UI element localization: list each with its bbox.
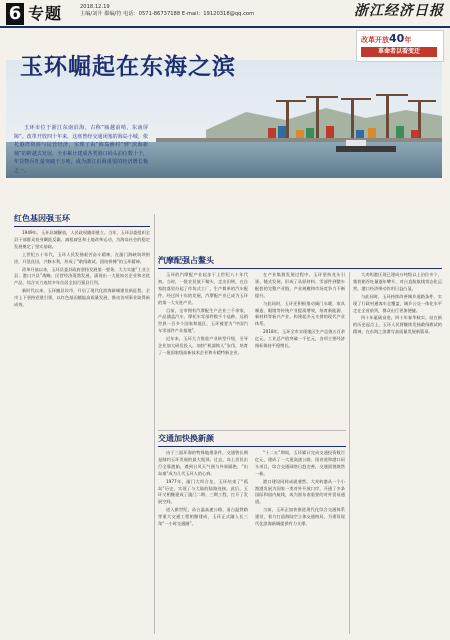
paragraph: 新时代以来，玉环撤县设市，开启了现代化滨海新城建设新征程。全市上下坚持党建引领，以红色基因赋能高质量发展，推动各项事业取得新成效。 [14, 288, 150, 308]
paragraph: 2018年，玉环全市实现地区生产总值五百余亿元，工业总产值突破一千亿元，各项主要经济指标保持平稳增长。 [255, 329, 345, 349]
anniversary-badge [356, 30, 444, 62]
section-rule [158, 268, 442, 269]
column-1 [14, 230, 150, 634]
section-head-auto-parts: 汽摩配强占鳌头 [158, 256, 214, 265]
article-intro: 玉环市位于浙江东南沿海，古称“瓯越前哨，东南屏障”。改革开放四十年来，这座曾经交通闭塞的海岛小城，依托港湾资源与民营经济，实现了由“海岛渔村”到“滨海新城”的跨越式发展。全市累计建成各类港口码头泊位数十个，年货物吞吐量突破千万吨，成为浙江沿海重要的经济增长极之一。 [14, 125, 148, 174]
badge-suffix: 年 [404, 36, 412, 44]
section-head-transport: 交通加快换新颜 [158, 434, 214, 443]
column-5 [255, 450, 345, 634]
paragraph: 与此同时，玉环持续改善城乡道路条件，实现了行政村通客车全覆盖，城乡公交一体化水平走在全省前列，群众出行更加便捷。 [353, 293, 442, 313]
paragraph: 进入新世纪，甬台温高速公路、甬台温铁路等重大交通工程相继建成，玉环正式融入长三角“一小时交通圈”。 [158, 507, 248, 527]
badge-number: 40 [389, 32, 405, 45]
paragraph: 港口建设同样成就斐然。大麦屿港从一个小渔港发展为国家一类对外开放口岸，开通了多条国际和国内航线，成为浙东南重要的对外贸易通道。 [255, 478, 345, 505]
paragraph: 四十年砥砺奋进，四十年春华秋实。站在新的历史起点上，玉环人民将继续发扬敢闯敢试的精神，在东海之滨谱写高质量发展新篇章。 [353, 315, 442, 335]
paragraph: 与此同时，玉环还积极推动阀门水暖、家具制造、眼镜等传统产业提质增效，培育新能源、新材料等新兴产业，构建起多元支撑的现代产业体系。 [255, 300, 345, 327]
badge-top-line [361, 34, 411, 45]
column-3 [255, 272, 345, 426]
masthead-logo: 浙江经济日报 [354, 3, 444, 19]
column-6 [353, 272, 442, 634]
page-number: 6 [6, 3, 24, 25]
issue-meta [80, 4, 254, 18]
paragraph: 由于三面环海的特殊地理条件，交通曾长期是制约玉环发展的最大瓶颈。过去，岛上居民出行全靠渡船，遇到台风天气便与外界隔绝，“出岛难”成为几代玉环人的心病。 [158, 450, 248, 476]
column-divider [349, 272, 350, 634]
editor-contact: 主编/刘升 都编/符 电话：0571-86737188 E-mail：19120318@qq.com [80, 11, 255, 17]
paragraph: “十二五”期间，玉环累计完成交通投资数百亿元，建成了一大批高速公路、国省道和港口码头项目，综合交通网络日趋完善，交通面貌焕然一新。 [255, 450, 345, 476]
column-2 [158, 272, 248, 426]
section-separator [158, 430, 346, 431]
badge-top: 改革开放 [361, 36, 389, 44]
section-rule [158, 446, 346, 447]
paragraph: 大麦屿港区现已建成万吨级以上泊位多个，集装箱吞吐量逐年攀升，对台直航航线常态化运营，港口经济带动作用日益凸显。 [353, 272, 442, 291]
column-divider [154, 214, 155, 634]
paragraph: 1949年，玉环县城解放，人民政权随即建立。当年，玉环县委组织全县干部群众投身剿匪反霸、减租减息和土地改革运动，为海岛社会的稳定发展奠定了坚实基础。 [14, 230, 150, 249]
section-label: 专题 [28, 4, 63, 23]
paragraph: 玉环的汽摩配产业起步于上世纪八十年代初。当时，一批农民放下锄头、走出田埂，在自家院落里办起了作坊式工厂，生产简单的汽车配件。经过四十年的发展，汽摩配产业已成为玉环的第一大支柱产业。 [158, 272, 248, 305]
article-title: 玉环崛起在东海之滨 [20, 53, 236, 80]
header-rule [0, 26, 450, 28]
section-head-red-gene: 红色基因强玉环 [14, 214, 70, 223]
paragraph: 目前，全市拥有汽摩配生产企业三千余家，产品涵盖汽车、摩托车零部件数千个品种，远销世界一百多个国家和地区，玉环被誉为“中国汽车零部件产业基地”。 [158, 307, 248, 334]
issue-date: 2018.12.19 [80, 4, 110, 10]
paragraph: 近年来，玉环大力推进产业转型升级，引导企业加大研发投入，加快“机器换人”步伐，培育了一批国家级高新技术企业和专精特新企业。 [158, 336, 248, 355]
paragraph: 在产业集群发展过程中，玉环坚持龙头引领、链式发展，形成了从原材料、零部件到整车配套的完整产业链，产业规模和市场竞争力不断提升。 [255, 272, 345, 298]
paragraph: 改革开放以来，玉环县委县政府坚持发展第一要务，大力实施“工业立县、港口兴县”战略，民营经济蓬勃发展，涌现出一大批知名企业和名优产品，综合实力连续多年位居全国百强县行列。 [14, 266, 150, 286]
badge-bottom: 革命者以看变迁 [361, 47, 437, 57]
section-rule [14, 226, 150, 227]
paragraph: 当前，玉环正加快推进现代化综合交通体系建设，着力打造海陆空立体交通格局，为建设现代化滨海新城提供有力支撑。 [255, 507, 345, 527]
column-4 [158, 450, 248, 634]
paragraph: 上世纪五十年代，玉环人民发扬艰苦奋斗精神，在漩门海峡筑坝围涂，开垦良田，兴修水利，形成了“敢闯敢试、团结拼搏”的玉环精神。 [14, 251, 150, 264]
paragraph: 1977年，漩门大坝合龙，玉环结束了“孤岛”历史，实现了与大陆的陆路连接。此后，玉环又相继建成了漩门二期、三期工程，打开了发展空间。 [158, 478, 248, 505]
